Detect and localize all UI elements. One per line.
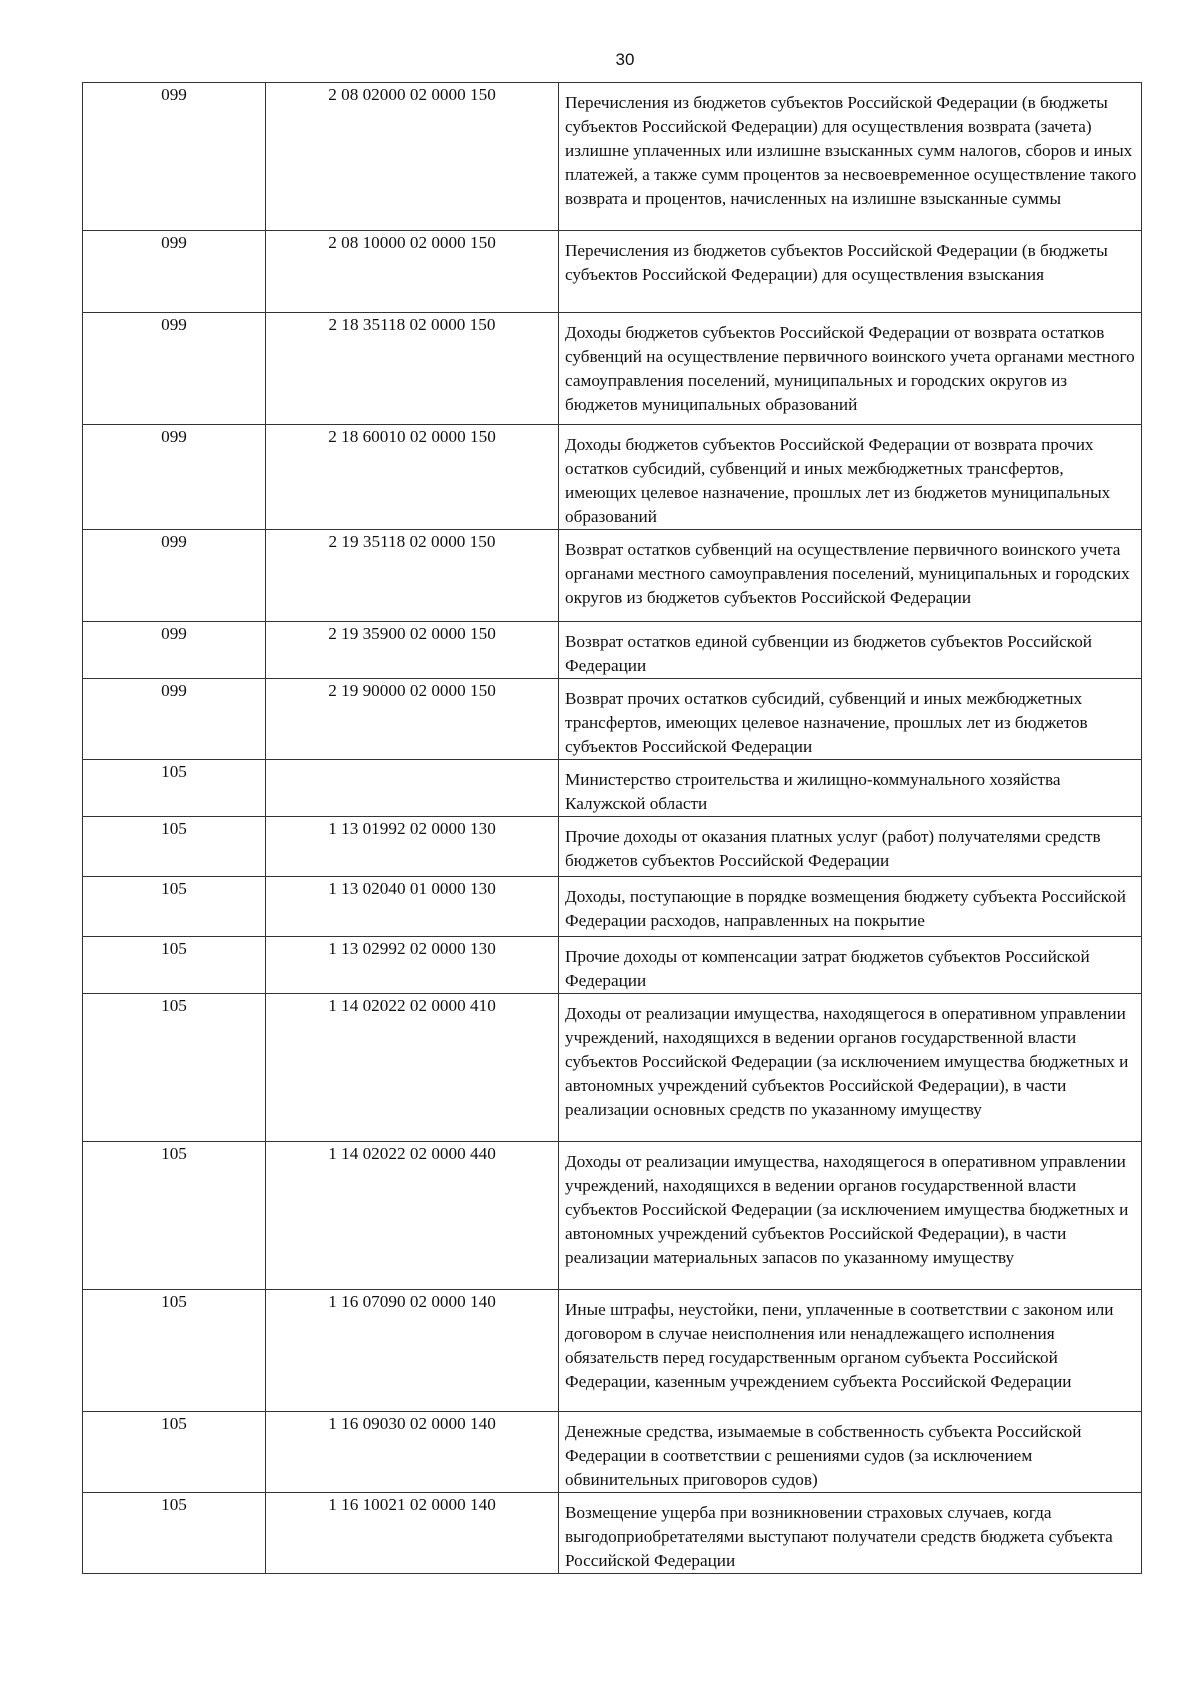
budget-code-cell: 2 19 90000 02 0000 150	[266, 679, 559, 760]
revenue-name-cell: Денежные средства, изымаемые в собственность субъекта Российской Федерации в соответствии с решениями судов (за исключением обвинительных приговоров судов)	[559, 1412, 1142, 1493]
admin-code-cell: 105	[83, 937, 266, 994]
revenue-name-cell: Доходы, поступающие в порядке возмещения бюджету субъекта Российской Федерации расходов, направленных на покрытие	[559, 877, 1142, 937]
table-row	[83, 1142, 1142, 1290]
revenue-name-cell: Доходы от реализации имущества, находящегося в оперативном управлении учреждений, находящихся в ведении органов государственной власти субъектов Российской Федерации (за исключением имущества бюджетных и автономных учреждений субъектов Российской Федерации), в части реализации материальных запасов по указанному имуществу	[559, 1142, 1142, 1290]
revenue-name-cell: Доходы бюджетов субъектов Российской Федерации от возврата остатков субвенций на осуществление первичного воинского учета органами местного самоуправления поселений, муниципальных и городских округов из бюджетов муниципальных образований	[559, 313, 1142, 425]
admin-code-cell: 105	[83, 1290, 266, 1412]
table-row	[83, 313, 1142, 425]
admin-code-cell: 099	[83, 530, 266, 622]
revenue-name-cell: Перечисления из бюджетов субъектов Российской Федерации (в бюджеты субъектов Российской Федерации) для осуществления возврата (зачета) излишне уплаченных или излишне взысканных сумм налогов, сборов и иных платежей, а также сумм процентов за несвоевременное осуществление такого возврата и процентов, начисленных на излишне взысканные суммы	[559, 83, 1142, 231]
table-row	[83, 622, 1142, 679]
budget-code-cell: 1 14 02022 02 0000 410	[266, 994, 559, 1142]
revenue-name-cell: Возврат остатков единой субвенции из бюджетов субъектов Российской Федерации	[559, 622, 1142, 679]
revenue-name-cell: Возмещение ущерба при возникновении страховых случаев, когда выгодоприобретателями выступают получатели средств бюджета субъекта Российской Федерации	[559, 1493, 1142, 1574]
table-body	[83, 83, 1142, 1574]
admin-code-cell: 105	[83, 994, 266, 1142]
revenue-name-cell: Доходы бюджетов субъектов Российской Федерации от возврата прочих остатков субсидий, субвенций и иных межбюджетных трансфертов, имеющих целевое назначение, прошлых лет из бюджетов муниципальных образований	[559, 425, 1142, 530]
budget-code-cell: 1 13 01992 02 0000 130	[266, 817, 559, 877]
revenue-name-cell: Доходы от реализации имущества, находящегося в оперативном управлении учреждений, находящихся в ведении органов государственной власти субъектов Российской Федерации (за исключением имущества бюджетных и автономных учреждений субъектов Российской Федерации), в части реализации основных средств по указанному имуществу	[559, 994, 1142, 1142]
table-row	[83, 231, 1142, 313]
budget-code-cell: 1 16 07090 02 0000 140	[266, 1290, 559, 1412]
table-row	[83, 1412, 1142, 1493]
budget-code-cell: 2 08 10000 02 0000 150	[266, 231, 559, 313]
budget-code-cell: 2 18 60010 02 0000 150	[266, 425, 559, 530]
table-row	[83, 760, 1142, 817]
budget-code-cell	[266, 760, 559, 817]
budget-code-cell: 2 08 02000 02 0000 150	[266, 83, 559, 231]
budget-code-cell: 1 14 02022 02 0000 440	[266, 1142, 559, 1290]
revenue-name-cell: Возврат прочих остатков субсидий, субвенций и иных межбюджетных трансфертов, имеющих целевое назначение, прошлых лет из бюджетов субъектов Российской Федерации	[559, 679, 1142, 760]
budget-code-cell: 2 19 35900 02 0000 150	[266, 622, 559, 679]
admin-code-cell: 105	[83, 817, 266, 877]
table-row	[83, 530, 1142, 622]
revenue-name-cell: Прочие доходы от компенсации затрат бюджетов субъектов Российской Федерации	[559, 937, 1142, 994]
table-row	[83, 817, 1142, 877]
revenue-name-cell: Министерство строительства и жилищно-коммунального хозяйства Калужской области	[559, 760, 1142, 817]
table-row	[83, 1290, 1142, 1412]
table-row	[83, 877, 1142, 937]
admin-code-cell: 105	[83, 877, 266, 937]
revenue-name-cell: Возврат остатков субвенций на осуществление первичного воинского учета органами местного самоуправления поселений, муниципальных и городских округов из бюджетов субъектов Российской Федерации	[559, 530, 1142, 622]
table-row	[83, 83, 1142, 231]
budget-code-cell: 1 13 02040 01 0000 130	[266, 877, 559, 937]
revenue-name-cell: Перечисления из бюджетов субъектов Российской Федерации (в бюджеты субъектов Российской Федерации) для осуществления взыскания	[559, 231, 1142, 313]
admin-code-cell: 099	[83, 679, 266, 760]
admin-code-cell: 099	[83, 425, 266, 530]
admin-code-cell: 105	[83, 760, 266, 817]
budget-code-cell: 1 16 10021 02 0000 140	[266, 1493, 559, 1574]
admin-code-cell: 099	[83, 622, 266, 679]
admin-code-cell: 099	[83, 231, 266, 313]
table-row	[83, 937, 1142, 994]
revenue-name-cell: Прочие доходы от оказания платных услуг (работ) получателями средств бюджетов субъектов Российской Федерации	[559, 817, 1142, 877]
revenue-codes-table	[82, 82, 1142, 1574]
budget-code-cell: 2 19 35118 02 0000 150	[266, 530, 559, 622]
page-number: 30	[615, 50, 635, 69]
budget-code-cell: 1 16 09030 02 0000 140	[266, 1412, 559, 1493]
admin-code-cell: 099	[83, 83, 266, 231]
admin-code-cell: 099	[83, 313, 266, 425]
budget-code-cell: 1 13 02992 02 0000 130	[266, 937, 559, 994]
admin-code-cell: 105	[83, 1142, 266, 1290]
table-row	[83, 994, 1142, 1142]
admin-code-cell: 105	[83, 1493, 266, 1574]
table-row	[83, 679, 1142, 760]
admin-code-cell: 105	[83, 1412, 266, 1493]
budget-code-cell: 2 18 35118 02 0000 150	[266, 313, 559, 425]
table-row	[83, 425, 1142, 530]
table-row	[83, 1493, 1142, 1574]
revenue-name-cell: Иные штрафы, неустойки, пени, уплаченные в соответствии с законом или договором в случае неисполнения или ненадлежащего исполнения обязательств перед государственным органом субъекта Российской Федерации, казенным учреждением субъекта Российской Федерации	[559, 1290, 1142, 1412]
